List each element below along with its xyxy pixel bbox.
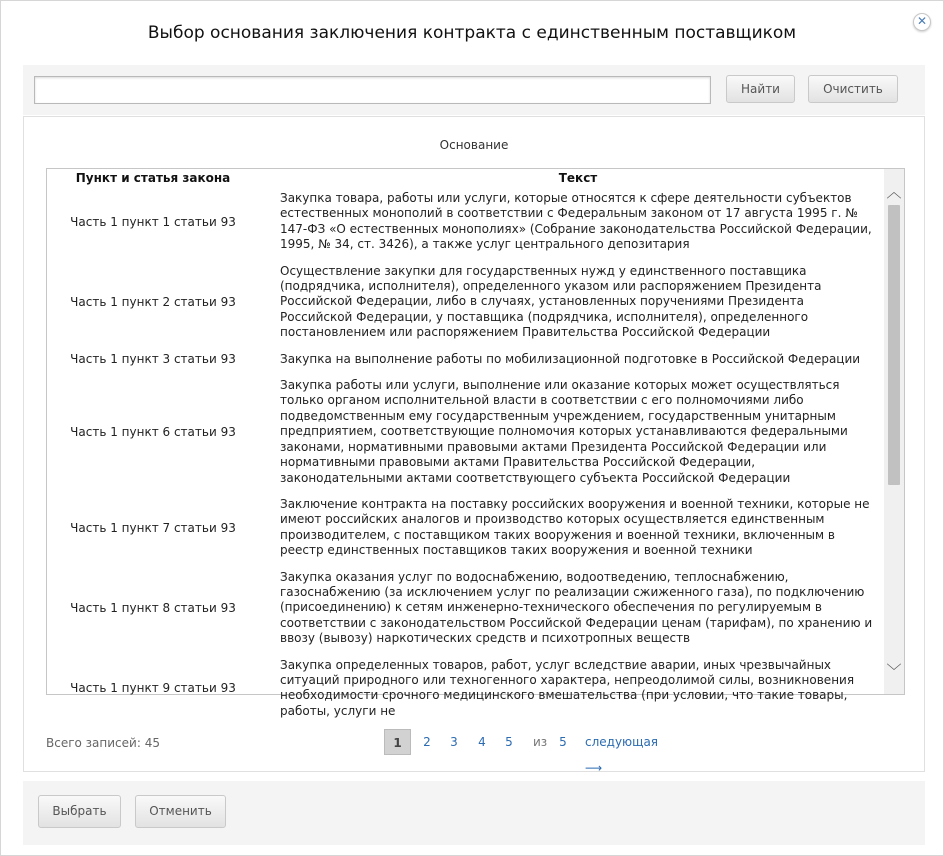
search-bar [23,65,925,115]
row-text: Осуществление закупки для государственных нужд у единственного поставщика (подрядчика, исполнителя), определенного указом или распоряжением Президента Российской Федерации, либо в случаях, установленных поручениями Президента Российской Федерации, у поставщика (подрядчика, исполнителя), определенного постановлением или распоряжением Правительства Российской Федерации [280,263,822,340]
row-text: Закупка оказания услуг по водоснабжению, водоотведению, теплоснабжению, газоснабжению (за исключением услуг по реализации сжиженного газа), по подключению (присоединению) к сетям инженерно-технического обеспечения по регулируемым в соответствии с законодательством Российской Федерации ценам (тарифам), по хранению и ввозу (вывозу) наркотических средств и психотропных веществ [280,569,873,646]
chevron-up-icon[interactable]: ︿ [886,183,902,201]
row-point: Часть 1 пункт 3 статьи 93 [70,352,236,367]
select-button[interactable]: Выбрать [38,795,121,828]
row-point: Часть 1 пункт 1 статьи 93 [70,214,236,229]
table-row[interactable] [47,656,885,729]
scroll-thumb[interactable] [888,205,900,485]
row-text: Закупка работы или услуги, выполнение или оказание которых может осуществляться только органом исполнительной власти в соответствии с его полномочиями либо подведомственным ему государственным учреждением, государственным унитарным предприятием, соответствующие полномочия которых устанавливаются федеральными законами, нормативными правовыми актами Президента Российской Федерации или нормативными правовыми актами Правительства Российской Федерации, законодательными актами соответствующего субъекта Российской Федерации [280,378,848,485]
row-text: Закупка товара, работы или услуги, которые относятся к сфере деятельности субъектов естественных монополий в соответствии с Федеральным законом от 17 августа 1995 г. № 147-ФЗ «О естественных монополиях» (Собрание законодательства Российской Федерации, 1995, № 34, ст. 3426), а также услуг центрального депозитария [280,191,872,252]
dialog-footer [23,781,925,845]
table-header [47,169,885,187]
total-records: Всего записей: 45 [46,736,160,750]
page-last[interactable]: 5 [559,735,567,749]
cancel-button[interactable]: Отменить [135,795,226,828]
table-row[interactable] [47,568,885,656]
page-4[interactable]: 4 [478,735,486,749]
table-row[interactable] [47,376,885,495]
row-text: Закупка определенных товаров, работ, услуг вследствие аварии, иных чрезвычайных ситуаций природного или техногенного характера, непреодолимой силы, возникновения необходимости срочного медицинского вмешательства (при условии, что такие товары, работы, услуги не [280,657,855,718]
table-row[interactable] [47,189,885,262]
row-point: Часть 1 пункт 7 статьи 93 [70,520,236,535]
row-point: Часть 1 пункт 8 статьи 93 [70,601,236,616]
chevron-down-icon[interactable]: ﹀ [886,662,902,680]
results-panel [23,116,925,775]
find-button[interactable]: Найти [726,75,795,103]
search-input[interactable] [34,76,711,104]
table-scrollbar[interactable] [884,169,904,694]
row-point: Часть 1 пункт 2 статьи 93 [70,295,236,310]
close-icon[interactable]: ✕ [913,13,931,31]
row-text: Заключение контракта на поставку российских вооружения и военной техники, которые не имеют российских аналогов и производство которых осуществляется единственным производителем, с поставщиком таких вооружения и военной техники, включенным в реестр единственных поставщиков таких вооружения и военной техники [280,496,870,558]
page-1[interactable]: 1 [384,729,411,755]
results-table[interactable] [46,168,905,718]
page-3[interactable]: 3 [450,735,458,749]
table-caption: Основание [439,138,509,152]
row-point: Часть 1 пункт 6 статьи 93 [70,424,236,439]
column-header-text: Текст [558,171,598,185]
row-text: Закупка на выполнение работы по мобилизационной подготовке в Российской Федерации [280,351,861,366]
next-page-link[interactable]: следующая ⟶ [585,735,659,775]
clear-button[interactable]: Очистить [808,75,898,103]
table-row[interactable] [47,350,885,376]
table-rows [47,189,885,728]
pager-of-label: из [533,735,548,749]
row-point: Часть 1 пункт 9 статьи 93 [70,681,236,696]
page-2[interactable]: 2 [423,735,431,749]
page-5[interactable]: 5 [505,735,513,749]
dialog-title: Выбор основания заключения контракта с единственным поставщиком [147,23,797,43]
table-row[interactable] [47,262,885,350]
column-header-point: Пункт и статья закона [75,171,231,185]
table-row[interactable] [47,495,885,568]
